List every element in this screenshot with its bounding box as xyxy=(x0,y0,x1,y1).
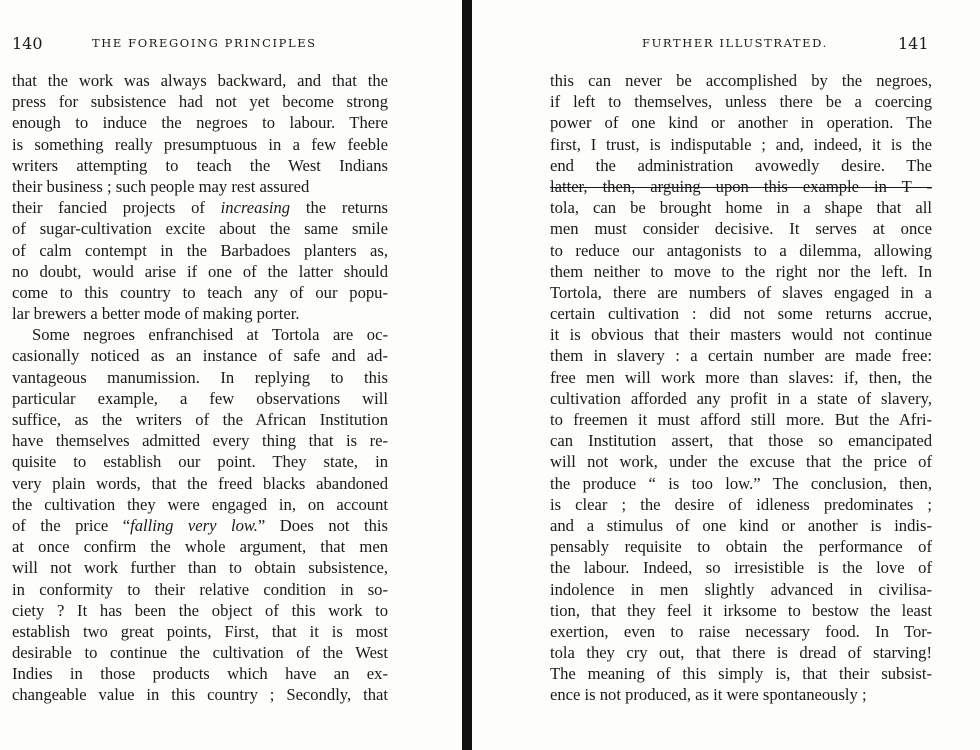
text-line: very plain words, that the freed blacks abandoned xyxy=(12,473,388,493)
text-line: desirable to continue the cultivation of the West xyxy=(12,643,388,663)
text-line: this can never be accomplished by the negroes, xyxy=(550,71,932,90)
left-page xyxy=(0,0,462,750)
text-line: no doubt, would arise if one of the latter should xyxy=(12,261,388,281)
text-line: of calm contempt in the Barbadoes planters as, xyxy=(12,240,388,260)
right-page xyxy=(472,0,980,750)
text-line: the produce “ is too low.” The conclusion, then, xyxy=(550,473,932,493)
text-line: tola they cry out, that there is dread of starving! xyxy=(550,643,932,663)
page-number: 140 xyxy=(12,34,43,53)
text-line: first, I trust, is indisputable ; and, indeed, it is the xyxy=(550,134,932,154)
text-line: quisite to establish our point. They state, in xyxy=(12,452,388,472)
text-line: Indies in those products which have an ex- xyxy=(12,664,388,684)
text-line: it is obvious that their masters would not continue xyxy=(550,325,932,345)
text-line: writers attempting to teach the West Indians xyxy=(12,155,388,175)
text-line: ciety ? It has been the object of this work to xyxy=(12,600,388,620)
page-number: 141 xyxy=(898,34,929,53)
text-line: enough to induce the negroes to labour. There xyxy=(12,113,388,133)
text-line: to freemen it must afford still more. But the Afri- xyxy=(550,410,932,429)
text-line: the labour. Indeed, so irresistible is the love of xyxy=(550,558,932,578)
running-head: THE FOREGOING PRINCIPLES xyxy=(92,36,317,50)
text-line: and a stimulus of one kind or another is indis- xyxy=(550,515,932,535)
text-line: end the administration avowedly desire. The xyxy=(550,155,932,175)
text-line: come to this country to teach any of our popu- xyxy=(12,282,388,302)
text-line: power of one kind or another in operation. The xyxy=(550,113,932,133)
text-line: at once confirm the whole argument, that men xyxy=(12,537,388,557)
text-line: certain cultivation : did not some returns accrue, xyxy=(550,304,932,324)
book-gutter xyxy=(462,0,472,750)
body-text xyxy=(12,70,388,706)
text-line: The meaning of this simply is, that their subsist- xyxy=(550,664,932,684)
text-line: the cultivation they were engaged in, on account xyxy=(12,494,388,514)
text-line: of the price “falling very low.” Does not this xyxy=(12,515,388,535)
text-line: can Institution assert, that those so emancipated xyxy=(550,431,932,451)
text-line: men must consider decisive. It serves at once xyxy=(550,219,932,239)
text-line: casionally noticed as an instance of safe and ad- xyxy=(12,346,388,366)
text-line: to reduce our antagonists to a dilemma, allowing xyxy=(550,240,932,260)
text-line: if left to themselves, unless there be a coercing xyxy=(550,92,932,112)
text-line: establish two great points, First, that it is most xyxy=(12,621,388,641)
text-line: free men will work more than slaves: if, then, the xyxy=(550,367,932,387)
text-line: is clear ; the desire of idleness predominates ; xyxy=(550,494,932,514)
text-line: is something really presumptuous in a few feeble xyxy=(12,134,388,154)
text-line: that the work was always backward, and that the xyxy=(12,71,388,90)
text-line: will not work, under the excuse that the price of xyxy=(550,452,932,472)
text-line: latter, then, arguing upon this example in T - xyxy=(550,176,932,196)
running-head: FURTHER ILLUSTRATED. xyxy=(642,36,828,50)
text-line: particular example, a few observations will xyxy=(12,388,388,408)
text-line: in conformity to their relative condition in so- xyxy=(12,579,388,599)
body-text xyxy=(550,70,932,706)
text-line: of sugar-cultivation excite about the same smile xyxy=(12,219,388,239)
text-line: tola, can be brought home in a shape that all xyxy=(550,198,932,218)
text-line: exertion, even to raise necessary food. In Tor- xyxy=(550,621,932,641)
text-line: indolence in men slightly advanced in civilisa- xyxy=(550,579,932,599)
text-line: lar brewers a better mode of making porter. xyxy=(12,304,300,324)
text-line: them in slavery : a certain number are made free: xyxy=(550,346,932,366)
text-line: will not work further than to obtain subsistence, xyxy=(12,558,388,578)
text-line: Some negroes enfranchised at Tortola are oc- xyxy=(32,325,388,345)
text-line: their fancied projects of increasing the returns xyxy=(12,198,388,218)
text-line: ence is not produced, as it were spontaneously ; xyxy=(550,685,867,705)
text-line: press for subsistence had not yet become strong xyxy=(12,92,388,112)
text-line: vantageous manumission. In replying to this xyxy=(12,367,388,387)
text-line: changeable value in this country ; Secondly, that xyxy=(12,685,388,705)
text-line: suffice, as the writers of the African Institution xyxy=(12,410,388,429)
text-line: tion, that they feel it irksome to bestow the least xyxy=(550,600,932,620)
text-line: their business ; such people may rest assured xyxy=(12,176,310,196)
text-line: pensably requisite to obtain the performance of xyxy=(550,537,932,557)
text-line: Tortola, there are numbers of slaves engaged in a xyxy=(550,282,932,302)
text-line: them neither to move to the right nor the left. In xyxy=(550,261,932,281)
text-line: have themselves admitted every thing that is re- xyxy=(12,431,388,451)
text-line: cultivation afforded any profit in a state of slavery, xyxy=(550,388,932,408)
